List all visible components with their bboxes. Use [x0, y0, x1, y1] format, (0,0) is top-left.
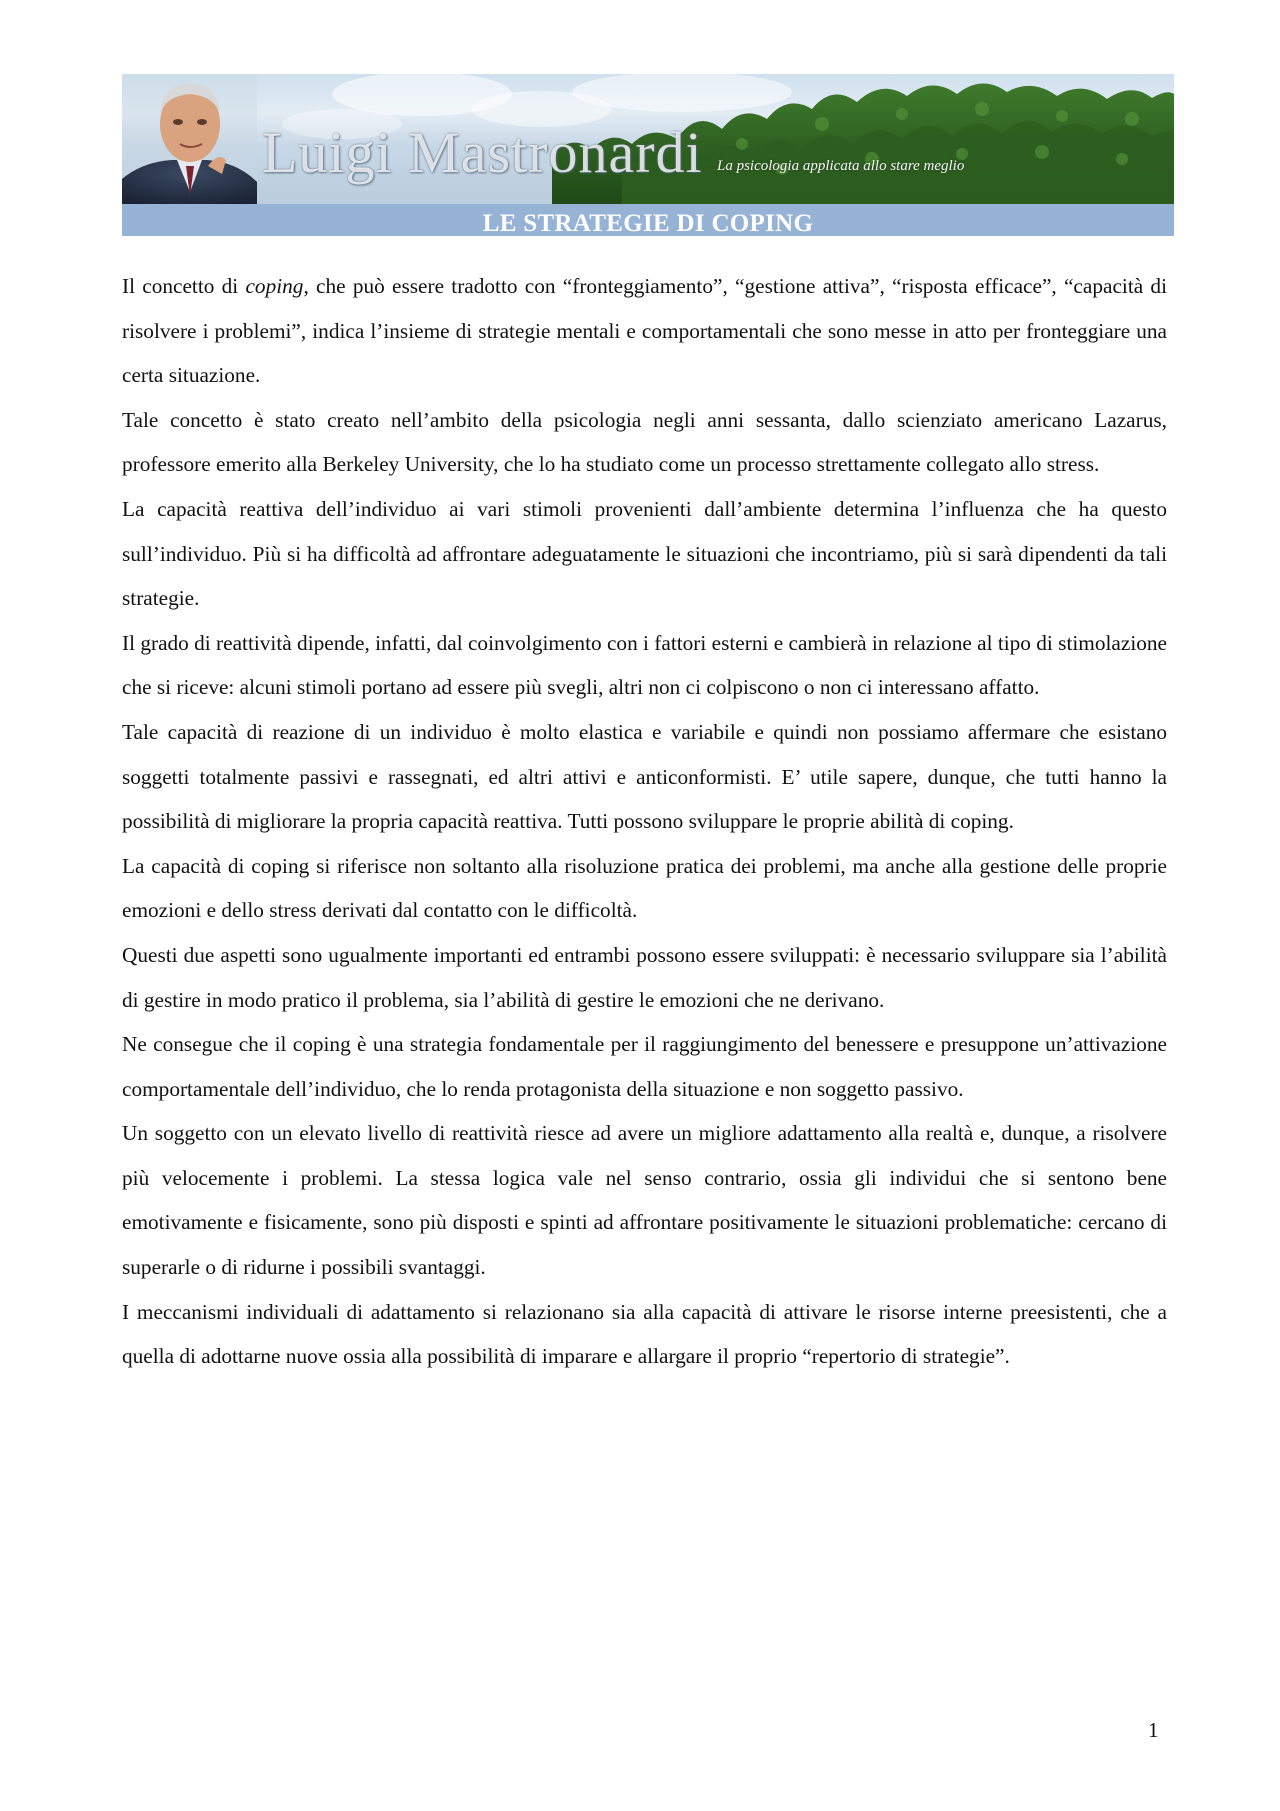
header-banner: [122, 74, 1174, 204]
document-title: LE STRATEGIE DI COPING: [482, 210, 814, 237]
paragraph: La capacità di coping si riferisce non soltanto alla risoluzione pratica dei problemi, ma anche alla gestione delle proprie emozioni e dello stress derivati dal contatto con le difficoltà.: [122, 853, 1167, 923]
paragraph: Questi due aspetti sono ugualmente importanti ed entrambi possono essere sviluppati: è necessario sviluppare sia l’abilità di gestire in modo pratico il problema, sia l’abilità di gestire le emozioni che ne derivano.: [122, 942, 1167, 1012]
paragraph: Tale capacità di reazione di un individuo è molto elastica e variabile e quindi non possiamo affermare che esistano soggetti totalmente passivi e rassegnati, ed altri attivi e anticonformisti. E’ utile sapere, dunque, che tutti hanno la possibilità di migliorare la propria capacità reattiva. Tutti possono sviluppare le proprie abilità di coping.: [122, 719, 1167, 834]
page-number: 1: [1148, 1718, 1159, 1742]
paragraph: Un soggetto con un elevato livello di reattività riesce ad avere un migliore adattamento alla realtà e, dunque, a risolvere più velocemente i problemi. La stessa logica vale nel senso contrario, ossia gli individui che si sentono bene emotivamente e fisicamente, sono più disposti e spinti ad affrontare positivamente le situazioni problematiche: cercano di superarle o di ridurne i possibili svantaggi.: [122, 1121, 1167, 1280]
banner-author-name: Luigi Mastronardi: [262, 120, 703, 185]
paragraph: La capacità reattiva dell’individuo ai vari stimoli provenienti dall’ambiente determina l’influenza che ha questo sull’individuo. Più si ha difficoltà ad affrontare adeguatamente le situazioni che incontriamo, più si sarà dipendenti da tali strategie.: [122, 496, 1167, 611]
intro-emphasis: coping: [245, 274, 304, 298]
paragraph: I meccanismi individuali di adattamento si relazionano sia alla capacità di attivare le risorse interne preesistenti, che a quella di adottarne nuove ossia alla possibilità di imparare e allargare il proprio “repertorio di strategie”.: [122, 1299, 1167, 1369]
paragraph: Ne consegue che il coping è una strategia fondamentale per il raggiungimento del benessere e presuppone un’attivazione comportamentale dell’individuo, che lo renda protagonista della situazione e non soggetto passivo.: [122, 1032, 1167, 1101]
document-body: [122, 264, 1167, 1379]
banner-tagline: La psicologia applicata allo stare meglio: [717, 158, 965, 174]
intro-text-end: , che può essere tradotto con “fronteggiamento”, “gestione attiva”, “risposta efficace”, “capacità di risolvere i problemi”, indica l’insieme di strategie mentali e comportamentali che sono messe in atto per fronteggiare una certa situazione.: [122, 274, 1167, 388]
paragraph: Il grado di reattività dipende, infatti, dal coinvolgimento con i fattori esterni e cambierà in relazione al tipo di stimolazione che si riceve: alcuni stimoli portano ad essere più svegli, altri non ci colpiscono o non ci interessano affatto.: [122, 630, 1167, 700]
paragraph: Tale concetto è stato creato nell’ambito della psicologia negli anni sessanta, dallo scienziato americano Lazarus, professore emerito alla Berkeley University, che lo ha studiato come un processo strettamente collegato allo stress.: [122, 407, 1167, 477]
intro-text-start: Il concetto di: [122, 274, 246, 298]
portrait-photo-icon: [122, 74, 257, 204]
title-bar: [122, 204, 1174, 236]
paragraph-intro: [122, 264, 1167, 398]
